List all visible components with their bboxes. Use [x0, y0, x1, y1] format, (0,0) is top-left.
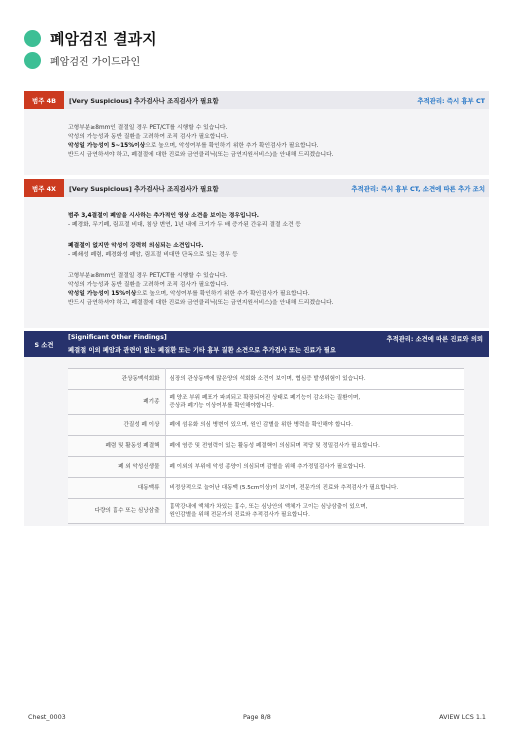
finding-description: 폐 양조 부위 폐포가 파괴되고 확장되어진 상태로 폐기능이 감소하는 질환이며, 증상과 폐기능 이상여부를 확인해야합니다. — [165, 390, 464, 415]
category-4b-line-2: 악성의 가능성과 동반 질환을 고려하여 조직 검사가 필요합니다. — [68, 134, 229, 140]
finding-name: 간질성 폐 이상 — [68, 415, 165, 436]
finding-name: 폐기종 — [68, 390, 165, 415]
category-4x-header — [24, 179, 489, 197]
category-4x-line-3 — [68, 290, 310, 299]
category-4b-followup: 추적관리: 즉시 흉부 CT — [417, 96, 485, 105]
s-findings-description: 폐결절 이외 폐암과 관련이 없는 폐질환 또는 기타 흉부 질환 소견으로 추가검사 또는 진료가 필요 — [68, 347, 336, 354]
finding-description: 폐 이외의 부위에 악성 종양이 의심되며 감별을 위해 추가정밀검사가 필요합니다. — [165, 457, 464, 478]
finding-description: 흉막강내에 액체가 차있는 흉수, 또는 심낭안의 액체가 고이는 심낭삼출이 있으며, 원인감별을 위해 전문가의 진료와 추적검사가 필요합니다. — [165, 499, 464, 524]
finding-name: 관상동맥석회화 — [68, 369, 165, 390]
footer-product-version: AVIEW LCS 1.1 — [439, 713, 486, 721]
s-findings-followup: 추적관리: 소견에 따른 진료와 의뢰 — [386, 336, 483, 343]
category-4x-line-3-rest: 으로 높으며, 악성여부를 확인하기 위한 추가 확인검사가 필요합니다. — [136, 291, 310, 297]
footer-page-number: Page 8/8 — [243, 713, 271, 721]
category-4x-heading-1: 범주 3,4결절이 폐암을 시사하는 추가적인 영상 소견을 보이는 경우입니다. — [68, 213, 260, 219]
subtitle-bullet-icon — [24, 52, 41, 69]
s-findings-header — [24, 331, 489, 357]
category-4b-line-3 — [68, 142, 319, 151]
report-title-row — [24, 28, 157, 49]
category-4b-line-4: 반드시 금연하셔야 하고, 폐결절에 대한 진료와 금연클리닉(또는 금연지원서비스)을 안내해 드리겠습니다. — [68, 152, 334, 158]
category-4x-detail-1: - 폐경화, 무기폐, 림프절 비대, 침상 변연, 1년 내에 크기가 두 배 증가된 간유리 결절 소견 등 — [68, 222, 302, 228]
category-4x-line-4: 반드시 금연하셔야 하고, 폐결절에 대한 진료와 금연클리닉(또는 금연지원서비스)을 안내해 드리겠습니다. — [68, 300, 334, 306]
category-4b-emphasis: 악성일 가능성이 5~15%이상 — [68, 143, 146, 149]
category-4x-line-2: 악성의 가능성과 동반 질환을 고려하여 조직 검사가 필요합니다. — [68, 282, 229, 288]
category-4b-label: [Very Suspicious] 추가검사나 조직검사가 필요함 — [69, 96, 219, 105]
finding-description: 폐에 염증 및 전염력이 있는 활동성 폐결핵이 의심되며 적당 및 정밀검사가 필요합니다. — [165, 436, 464, 457]
s-findings-label: [Significant Other Findings] — [68, 334, 167, 341]
finding-name: 다량의 흉수 또는 심낭삼출 — [68, 499, 165, 524]
category-4x-emphasis: 악성일 가능성이 15%이상 — [68, 291, 137, 297]
table-row — [68, 478, 464, 499]
table-row — [68, 457, 464, 478]
category-4b-header — [24, 91, 489, 109]
finding-name: 대동맥류 — [68, 478, 165, 499]
category-4x-badge: 범주 4X — [24, 179, 64, 197]
finding-name: 폐렴 및 활동성 폐결핵 — [68, 436, 165, 457]
category-4b-badge: 범주 4B — [24, 91, 64, 109]
category-4x-followup: 추적관리: 즉시 흉부 CT, 소견에 따른 추가 조치 — [351, 184, 485, 193]
title-bullet-icon — [24, 30, 41, 47]
category-4x-heading-2: 폐결절이 없지만 악성이 강력히 의심되는 소견입니다. — [68, 243, 204, 249]
other-findings-table — [68, 368, 464, 524]
finding-name: 폐 외 악성신생물 — [68, 457, 165, 478]
table-row — [68, 499, 464, 524]
footer-document-id: Chest_0003 — [28, 713, 66, 721]
category-4x-detail-2: - 폐쇄성 폐렴, 폐경화성 폐암, 림프절 비대만 단독으로 있는 경우 등 — [68, 252, 238, 258]
table-row — [68, 390, 464, 415]
page-title: 폐암검진 결과지 — [50, 30, 157, 48]
category-4b-line-3-rest: 으로 높으며, 악성여부를 확인하기 위한 추가 확인검사가 필요합니다. — [145, 143, 319, 149]
page-subtitle: 폐암검진 가이드라인 — [50, 57, 141, 68]
finding-description: 비정상적으로 늘어난 대동맥 (5.5cm이상)이 보이며, 전문가의 진료와 추적검사가 필요합니다. — [165, 478, 464, 499]
category-4x-label: [Very Suspicious] 추가검사나 조직검사가 필요함 — [69, 184, 219, 193]
category-4x-line-1: 고형부분≥8mm인 결절일 경우 PET/CT를 시행할 수 있습니다. — [68, 273, 228, 279]
report-subtitle-row — [24, 52, 140, 69]
finding-description: 폐에 섬유화 의심 병변이 있으며, 원인 감별을 위한 병력을 확인해야 합니다. — [165, 415, 464, 436]
table-row — [68, 436, 464, 457]
table-row — [68, 415, 464, 436]
finding-description: 심장의 관상동맥에 많은양의 석회화 소견이 보이며, 협심증 발생위험이 있습니다. — [165, 369, 464, 390]
s-findings-badge: S 소견 — [34, 341, 54, 349]
category-4b-line-1: 고형부분≥8mm인 결절일 경우 PET/CT를 시행할 수 있습니다. — [68, 125, 228, 131]
table-row — [68, 369, 464, 390]
